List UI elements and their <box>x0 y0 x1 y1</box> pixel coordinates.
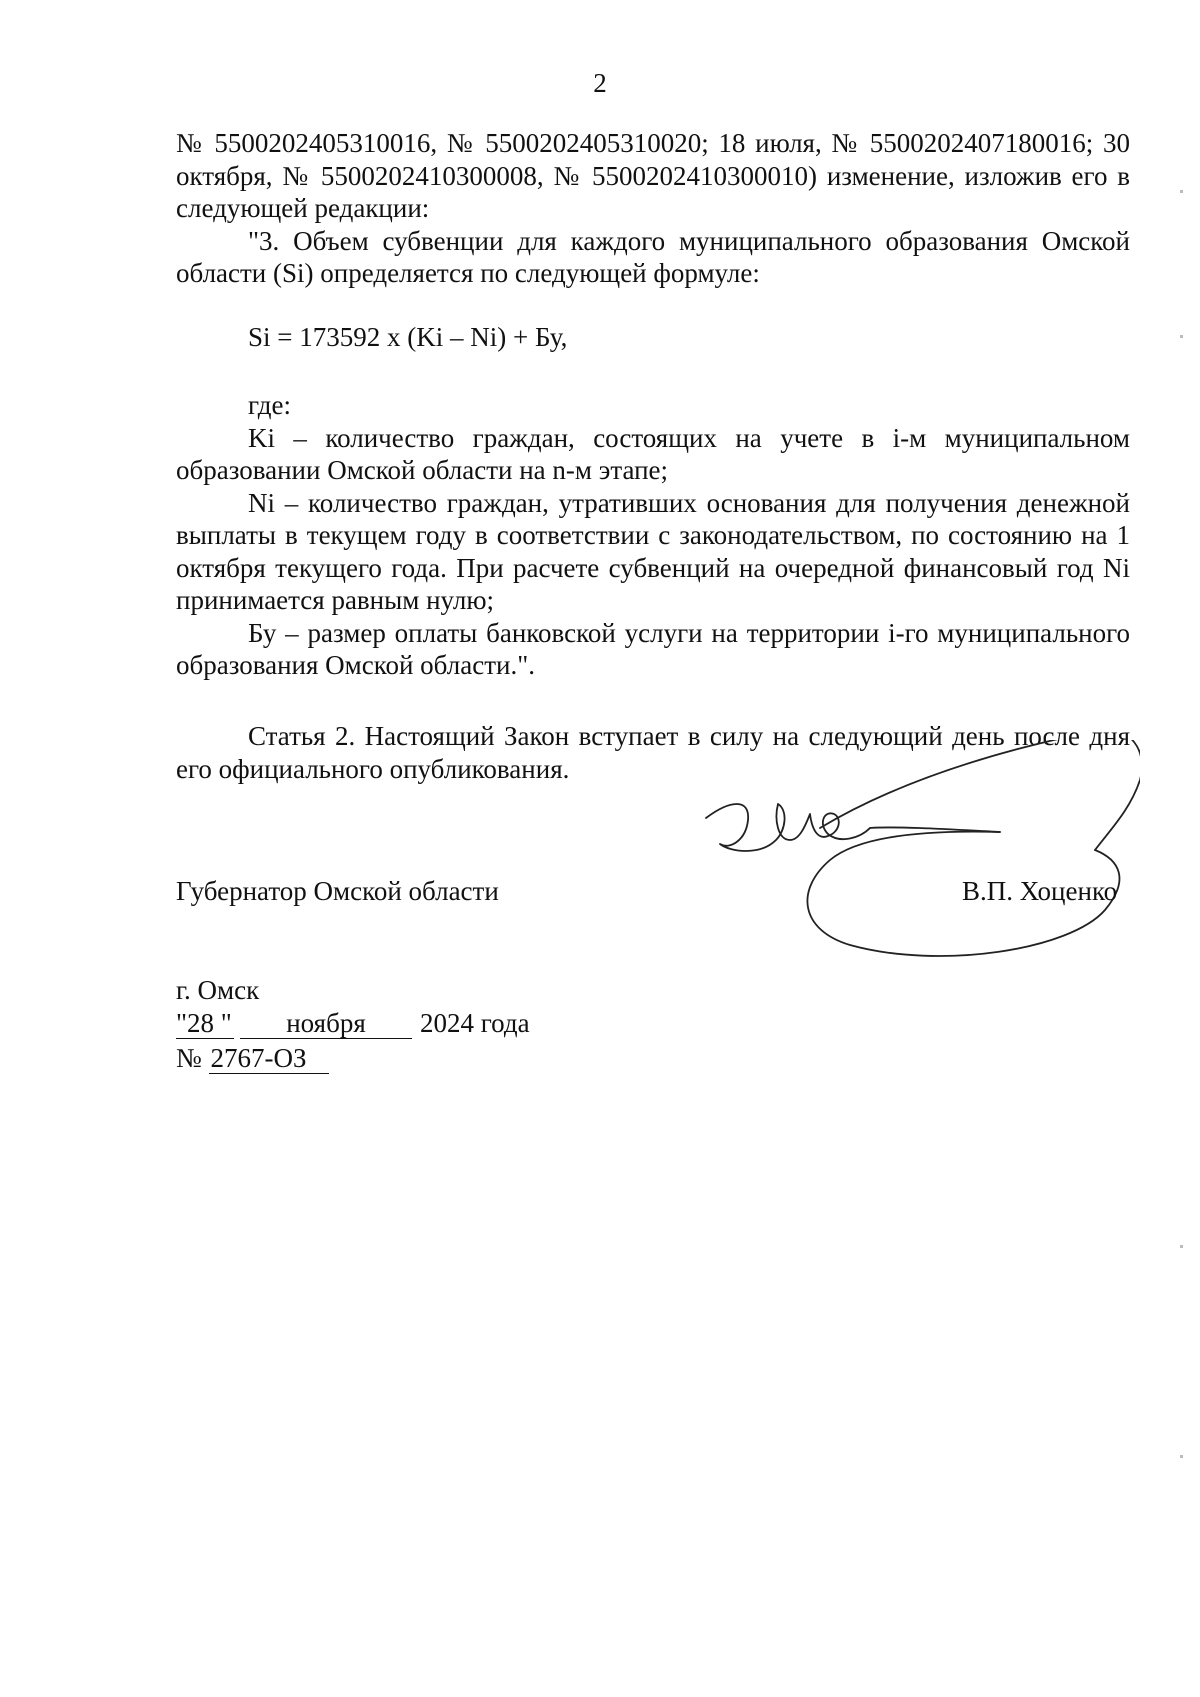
date-day-field <box>176 1008 234 1039</box>
place-of-signing: г. Омск <box>176 975 260 1005</box>
law-number <box>176 1043 329 1074</box>
date-month: ноября <box>240 1008 412 1039</box>
scan-speck <box>1180 1455 1183 1458</box>
definitions-block <box>176 389 1130 682</box>
scan-speck <box>1180 190 1183 193</box>
date-close-quote: " <box>220 1008 232 1038</box>
subvention-formula: Si = 173592 x (Ki – Ni) + Бу, <box>248 322 568 352</box>
definition-ni: Ni – количество граждан, утративших основания для получения денежной выплаты в текущем году в соответствии с законодательством, по состоянию на 1 октября текущего года. При расчете субвенций на очередной финансовый год Ni принимается равным нулю; <box>176 487 1130 615</box>
intro-text <box>176 127 1130 290</box>
paragraph-amendment: № 5500202405310016, № 5500202405310020; 18 июля, № 5500202407180016; 30 октября, № 5500202410300008, № 5500202410300010) изменение, изложив его в следующей редакции: <box>176 128 1130 223</box>
governor-name: В.П. Хоценко <box>962 876 1118 906</box>
signing-date <box>176 1008 530 1039</box>
law-number-prefix: № <box>176 1043 202 1073</box>
governor-title: Губернатор Омской области <box>176 876 499 906</box>
definition-bu: Бу – размер оплаты банковской услуги на территории i-го муниципального образования Омской области.". <box>176 617 1130 680</box>
date-open-quote: " <box>176 1008 188 1038</box>
scan-speck <box>1180 1245 1183 1248</box>
article-2-text: Статья 2. Настоящий Закон вступает в силу на следующий день после дня его официального опубликования. <box>176 721 1130 784</box>
handwritten-signature <box>700 740 1140 980</box>
page-number: 2 <box>593 68 607 98</box>
paragraph-subvention-rule: "3. Объем субвенции для каждого муниципального образования Омской области (Si) определяется по следующей формуле: <box>176 225 1130 288</box>
date-day: 28 <box>187 1008 215 1038</box>
date-year: 2024 года <box>420 1008 530 1038</box>
scan-speck <box>1180 335 1183 338</box>
where-label: где: <box>248 390 291 420</box>
definition-ki: Ki – количество граждан, состоящих на учете в i-м муниципальном образовании Омской области на n-м этапе; <box>176 422 1130 485</box>
law-number-value: 2767-ОЗ <box>209 1043 329 1074</box>
